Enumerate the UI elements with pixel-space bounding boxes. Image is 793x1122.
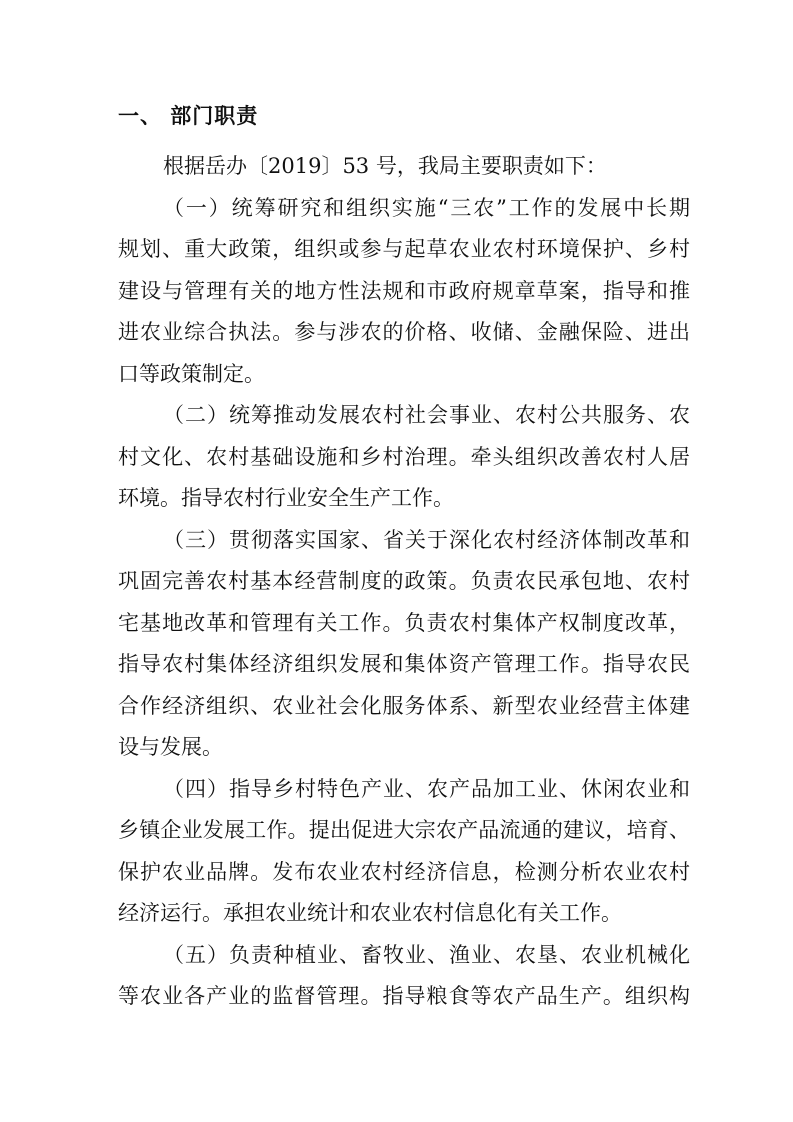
- paragraph-line: 建设与管理有关的地方性法规和市政府规章草案，指导和推: [118, 278, 690, 303]
- paragraph-line: 乡镇企业发展工作。提出促进大宗农产品流通的建议，培育、: [118, 818, 690, 842]
- paragraph-line: 环境。指导农村行业安全生产工作。: [118, 486, 454, 510]
- paragraph-line: 村文化、农村基础设施和乡村治理。牵头组织改善农村人居: [118, 444, 690, 469]
- paragraph-line: 保护农业品牌。发布农业农村经济信息，检测分析农业农村: [118, 859, 690, 884]
- paragraph-line: （一）统筹研究和组织实施“三农”工作的发展中长期: [163, 195, 690, 220]
- paragraph-line: 合作经济组织、农业社会化服务体系、新型农业经营主体建: [118, 693, 690, 718]
- paragraph-line: 经济运行。承担农业统计和农业农村信息化有关工作。: [118, 901, 622, 925]
- paragraph-item-3: [118, 520, 690, 769]
- paragraph-line: 进农业综合执法。参与涉农的价格、收储、金融保险、进出: [118, 320, 690, 344]
- paragraph-item-1: [118, 188, 690, 396]
- paragraph-line: 规划、重大政策，组织或参与起草农业农村环境保护、乡村: [118, 237, 690, 261]
- paragraph-line: 巩固完善农村基本经营制度的政策。负责农民承包地、农村: [118, 569, 690, 593]
- paragraph-line: （五）负责种植业、畜牧业、渔业、农垦、农业机械化: [163, 942, 690, 967]
- paragraph-intro: [118, 146, 690, 188]
- paragraph-line: 口等政策制定。: [118, 361, 265, 386]
- paragraph-item-5: [118, 935, 690, 1018]
- paragraph-line: 根据岳办〔2019〕53 号，我局主要职责如下：: [163, 154, 607, 178]
- paragraph-line: 宅基地改革和管理有关工作。负责农村集体产权制度改革，: [118, 610, 690, 635]
- paragraph-line: （二）统筹推动发展农村社会事业、农村公共服务、农: [163, 403, 690, 427]
- paragraph-line: 等农业各产业的监督管理。指导粮食等农产品生产。组织构: [118, 984, 690, 1008]
- paragraph-line: （三）贯彻落实国家、省关于深化农村经济体制改革和: [163, 527, 690, 552]
- document-body: [118, 146, 690, 1018]
- paragraph-item-2: [118, 395, 690, 520]
- paragraph-line: 设与发展。: [118, 735, 223, 759]
- section-heading: 一、 部门职责: [118, 104, 259, 128]
- paragraph-item-4: [118, 769, 690, 935]
- paragraph-line: 指导农村集体经济组织发展和集体资产管理工作。指导农民: [118, 652, 690, 676]
- paragraph-line: （四）指导乡村特色产业、农产品加工业、休闲农业和: [163, 776, 690, 801]
